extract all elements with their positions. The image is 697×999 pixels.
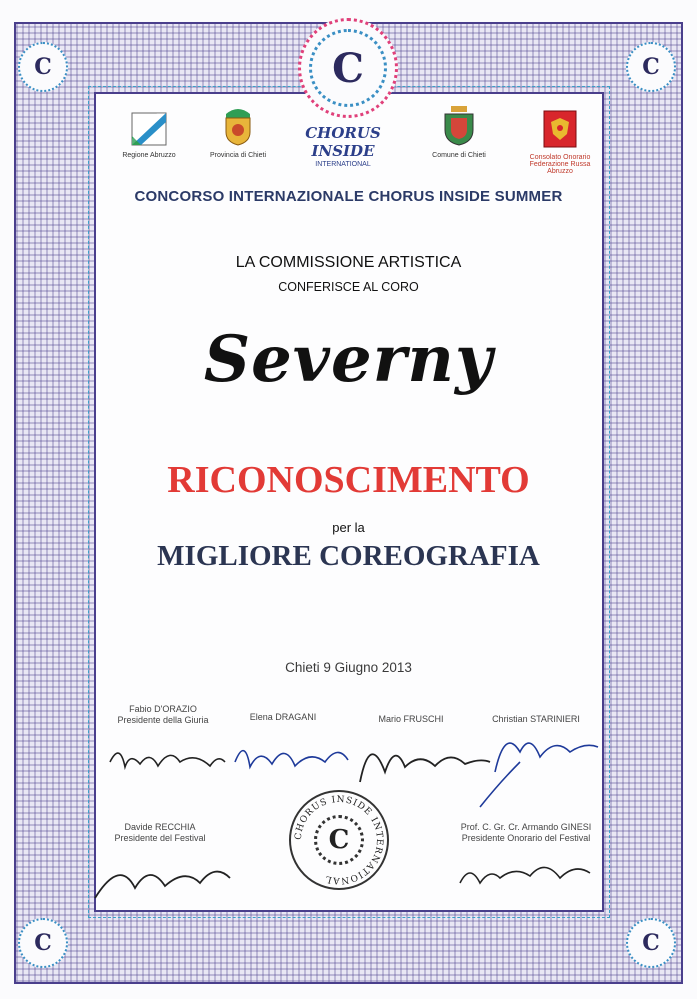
corner-emblem-bottom-right: C <box>626 918 676 968</box>
logo-label-comune: Comune di Chieti <box>432 152 486 159</box>
logo-label-abruzzo: Regione Abruzzo <box>122 152 176 159</box>
signature-fruschi <box>360 754 490 782</box>
signature-recchia <box>95 872 230 898</box>
signatory-role: Presidente Onorario del Festival <box>461 833 591 843</box>
signatory-name: Christian STARINIERI <box>492 714 580 724</box>
certificate-date: Chieti 9 Giugno 2013 <box>285 660 412 675</box>
logo-provincia-chieti <box>198 104 278 159</box>
signatory-role: Presidente della Giuria <box>117 715 209 725</box>
logo-label-consolato-3: Abruzzo <box>547 168 573 175</box>
russian-eagle-icon <box>543 110 577 148</box>
abruzzo-flag-icon <box>131 112 167 146</box>
logo-regione-abruzzo <box>114 112 184 159</box>
seal-letter: C <box>328 825 350 855</box>
seal-ring-text <box>291 792 387 888</box>
signatory-name: Fabio D'ORAZIO <box>129 704 197 714</box>
logo-label-consolato-1: Consolato Onorario <box>529 154 591 161</box>
signatory-name: Prof. C. Gr. Cr. Armando GINESI <box>460 822 592 832</box>
award-category: MIGLIORE COREOGRAFIA <box>157 540 540 572</box>
signature-starinieri <box>480 743 598 807</box>
corner-emblem-top-right: C <box>626 42 676 92</box>
chorus-logo-name: CHORUS INSIDE <box>305 124 381 160</box>
top-chorus-emblem: C <box>298 18 398 118</box>
logo-consolato-russo <box>524 110 596 175</box>
signatory-name: Mario FRUSCHI <box>378 714 444 724</box>
signature-ginesi <box>460 867 590 883</box>
signatory-role: Presidente del Festival <box>114 833 206 843</box>
contest-title: CONCORSO INTERNAZIONALE CHORUS INSIDE SUMMER <box>134 188 563 205</box>
logo-chorus-inside <box>288 124 398 168</box>
signatory-name: Elena DRAGANI <box>249 712 317 722</box>
choir-name: Severny <box>203 322 494 397</box>
signature-dragani <box>235 751 348 767</box>
corner-emblem-top-left: C <box>18 42 68 92</box>
signature-dorazio <box>110 753 225 767</box>
seal-text: CHORUS INSIDE INTERNATIONAL <box>293 794 385 886</box>
award-title: RICONOSCIMENTO <box>167 459 530 501</box>
confers-line: CONFERISCE AL CORO <box>278 280 419 294</box>
signatory-ginesi <box>446 822 606 844</box>
commission-heading: LA COMMISSIONE ARTISTICA <box>235 254 462 271</box>
logo-comune-chieti <box>424 104 494 159</box>
logo-label-provincia: Provincia di Chieti <box>209 152 267 159</box>
corner-emblem-bottom-left: C <box>18 918 68 968</box>
per-la-text: per la <box>332 520 365 535</box>
official-seal <box>289 790 389 890</box>
chorus-logo-sub: INTERNATIONAL <box>315 161 371 168</box>
svg-text:CHORUS INSIDE INTERNATIONAL <box>294 795 384 885</box>
signatory-name: Davide RECCHIA <box>124 822 196 832</box>
logo-label-consolato-2: Federazione Russa <box>529 161 591 168</box>
provincia-crest-icon <box>220 104 256 146</box>
comune-crest-icon <box>439 104 479 146</box>
signatory-recchia <box>100 822 220 844</box>
